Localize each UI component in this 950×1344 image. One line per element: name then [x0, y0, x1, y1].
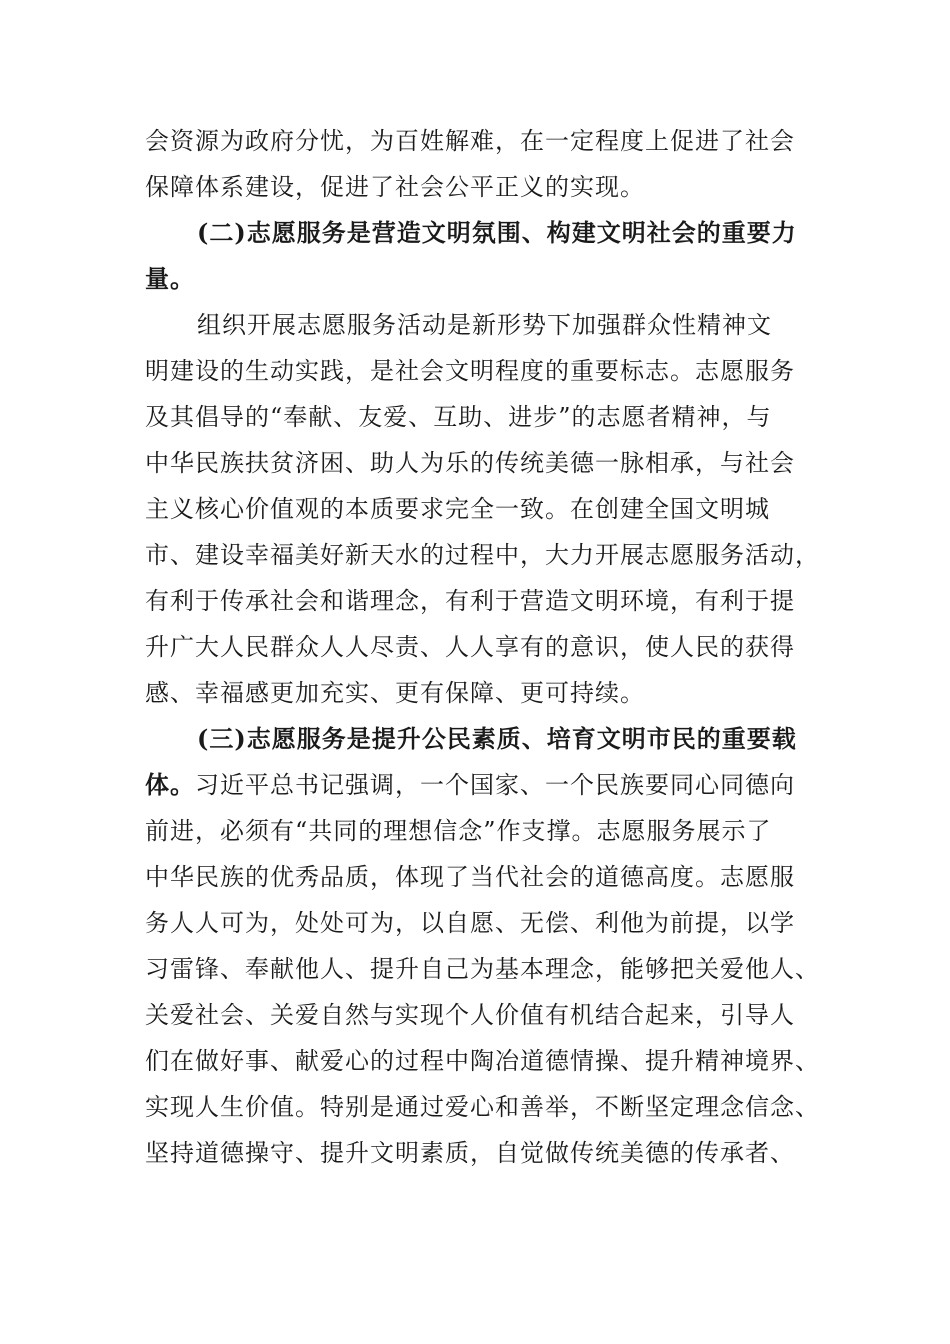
paragraph-text: 有利于传承社会和谐理念，有利于营造文明环境，有利于提 — [145, 587, 795, 615]
text-line — [145, 118, 810, 164]
text-line — [145, 1038, 820, 1084]
text-line — [145, 532, 820, 578]
text-line — [145, 624, 810, 670]
paragraph-text: 会资源为政府分忧，为百姓解难，在一定程度上促进了社会 — [145, 127, 795, 155]
text-line — [145, 1130, 810, 1176]
paragraph-text: 关爱社会、关爱自然与实现个人价值有机结合起来，引导人 — [145, 1001, 795, 1029]
text-line — [145, 440, 810, 486]
text-line — [145, 394, 810, 440]
text-line — [145, 900, 810, 946]
paragraph-text: 升广大人民群众人人尽责、人人享有的意识，使人民的获得 — [145, 633, 795, 661]
text-line — [145, 256, 810, 302]
paragraph-text: 们在做好事、献爱心的过程中陶冶道德情操、提升精神境界、 — [145, 1047, 820, 1075]
section-heading: 量。 — [145, 264, 195, 293]
text-line — [145, 1084, 820, 1130]
paragraph-text: 习雷锋、奉献他人、提升自己为基本理念，能够把关爱他人、 — [145, 955, 820, 983]
paragraph-text: 坚持道德操守、提升文明素质，自觉做传统美德的传承者、 — [145, 1139, 795, 1167]
paragraph-text: 中华民族的优秀品质，体现了当代社会的道德高度。志愿服 — [145, 863, 795, 891]
text-line — [145, 302, 810, 348]
text-line — [145, 716, 810, 762]
text-line — [145, 762, 810, 808]
section-heading: (二)志愿服务是营造文明氛围、构建文明社会的重要力 — [197, 218, 797, 247]
paragraph-text: 主义核心价值观的本质要求完全一致。在创建全国文明城 — [145, 495, 770, 523]
text-line — [145, 854, 810, 900]
text-line — [145, 164, 810, 210]
text-line — [145, 348, 810, 394]
paragraph-text: 明建设的生动实践，是社会文明程度的重要标志。志愿服务 — [145, 357, 795, 385]
paragraph-text: 习近平总书记强调，一个国家、一个民族要同心同德向 — [195, 771, 795, 799]
paragraph-text: 感、幸福感更加充实、更有保障、更可持续。 — [145, 679, 645, 707]
text-line — [145, 808, 810, 854]
section-heading: (三)志愿服务是提升公民素质、培育文明市民的重要载 — [197, 724, 797, 753]
paragraph-text: 实现人生价值。特别是通过爱心和善举，不断坚定理念信念、 — [145, 1093, 820, 1121]
paragraph-text: 及其倡导的“奉献、友爱、互助、进步”的志愿者精神，与 — [145, 403, 772, 431]
text-line — [145, 578, 810, 624]
paragraph-text: 前进，必须有“共同的理想信念”作支撑。志愿服务展示了 — [145, 817, 772, 845]
paragraph-text: 保障体系建设，促进了社会公平正义的实现。 — [145, 173, 645, 201]
section-heading: 体。 — [145, 770, 195, 799]
paragraph-text: 市、建设幸福美好新天水的过程中，大力开展志愿服务活动， — [145, 541, 820, 569]
paragraph-text: 中华民族扶贫济困、助人为乐的传统美德一脉相承，与社会 — [145, 449, 795, 477]
document-body — [145, 118, 820, 1176]
text-line — [145, 992, 810, 1038]
text-line — [145, 670, 810, 716]
text-line — [145, 946, 820, 992]
paragraph-text: 组织开展志愿服务活动是新形势下加强群众性精神文 — [197, 311, 772, 339]
text-line — [145, 210, 810, 256]
paragraph-text: 务人人可为，处处可为，以自愿、无偿、利他为前提，以学 — [145, 909, 795, 937]
text-line — [145, 486, 810, 532]
